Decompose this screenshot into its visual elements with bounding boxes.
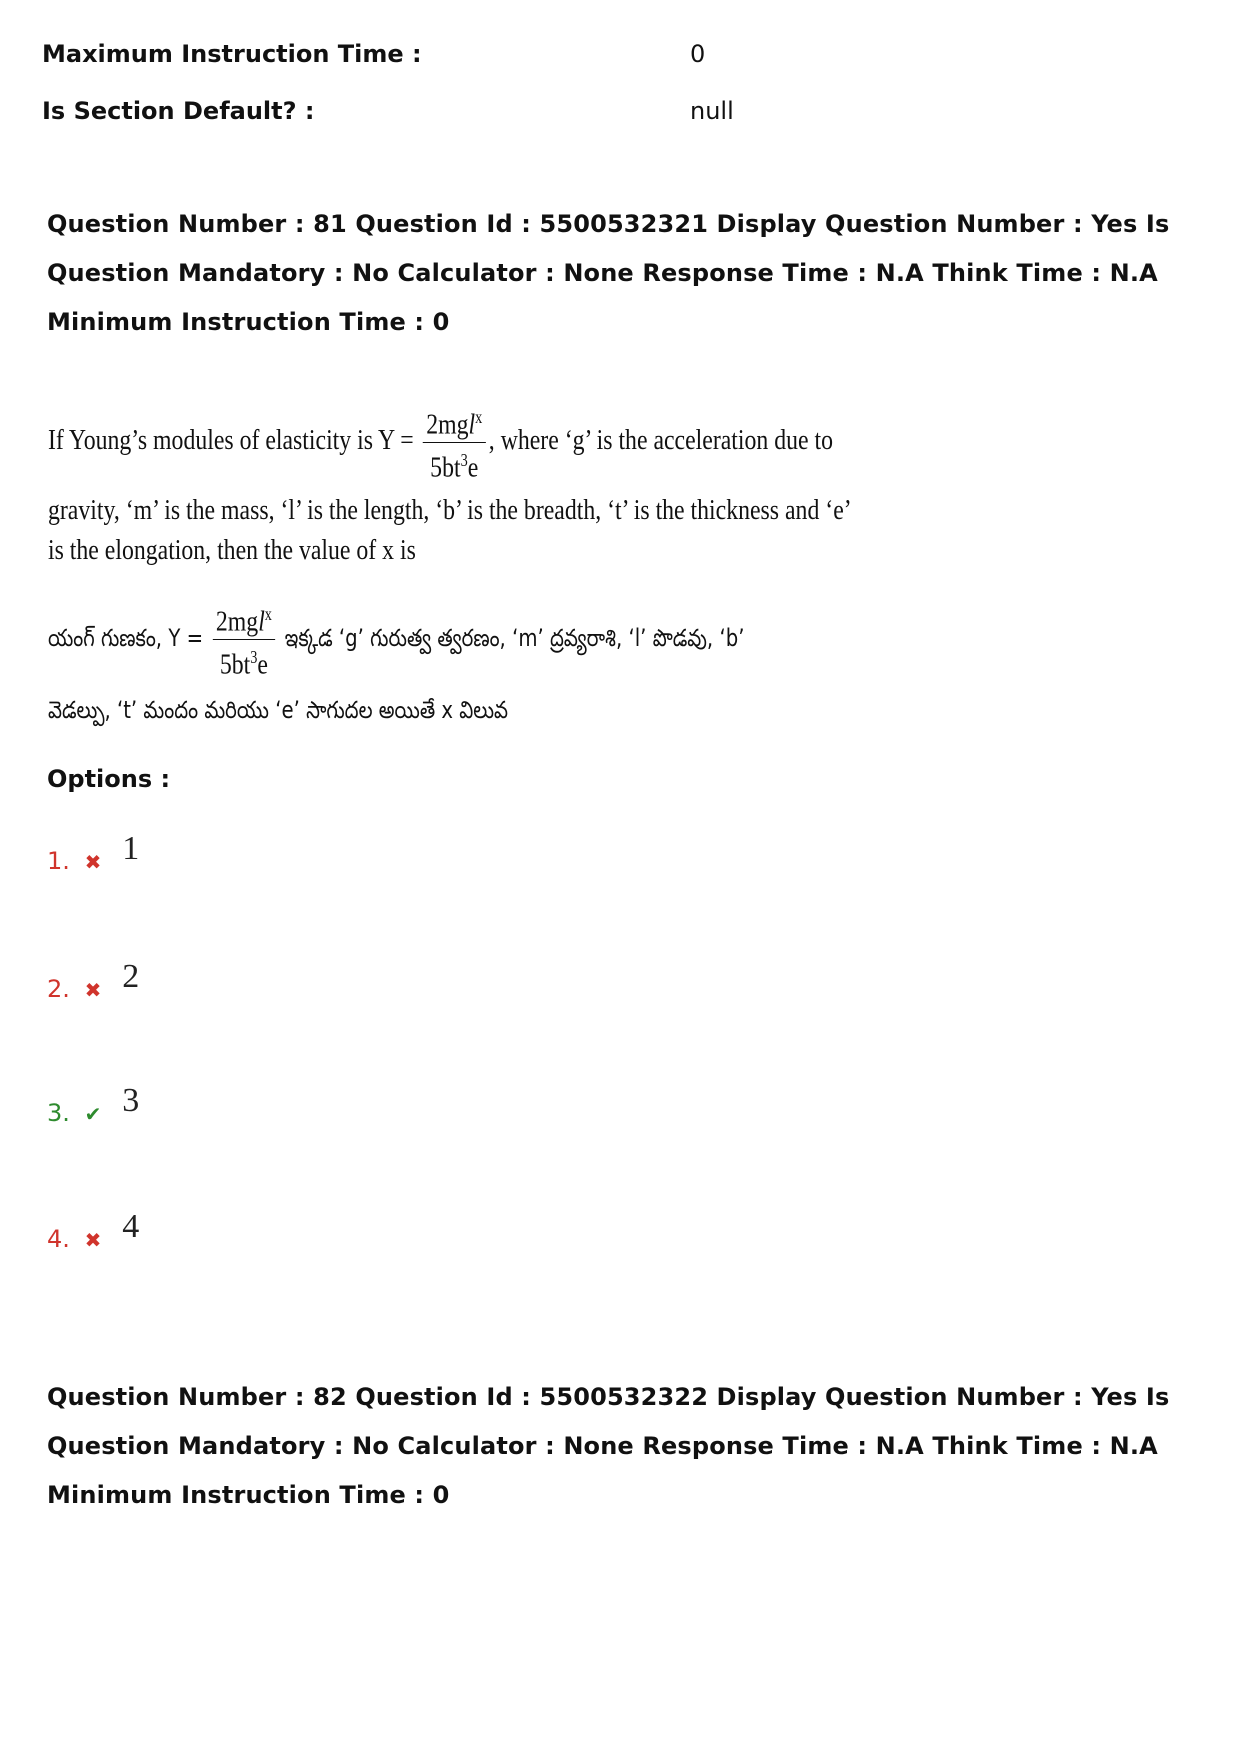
max-instruction-time-label: Maximum Instruction Time : — [42, 40, 422, 68]
formula-numerator: 2mgl$^x$ — [423, 400, 486, 443]
question-81-english-line2: gravity, ‘m’ is the mass, ‘l’ is the length, ‘b’ is the breadth, ‘t’ is the thickness and ‘e’ — [48, 494, 852, 526]
question-81-english-line3: is the elongation, then the value of x is — [48, 534, 416, 566]
question-81-header: Question Number : 81 Question Id : 5500532321 Display Question Number : Yes Is Question Mandatory : No Calculator : None Response Time : N.A Think Time : N.A Minimum Instruction Time : 0 — [47, 210, 1170, 336]
option-value: 4 — [122, 1208, 140, 1245]
cross-icon: ✖ — [84, 978, 102, 1002]
option-number: 4. — [47, 1225, 70, 1253]
telugu-text-suffix: ఇక్కడ ‘g’ గురుత్వ త్వరణం, ‘m’ ద్రవ్యరాశి, ‘l’ పొడవు, ‘b’ — [284, 624, 745, 653]
option-value: 1 — [122, 830, 140, 867]
section-default-value: null — [690, 97, 734, 125]
cross-icon: ✖ — [84, 1228, 102, 1252]
option-number: 3. — [47, 1099, 70, 1127]
question-81-english — [48, 400, 834, 484]
formula-denominator: $5bt^3e$ — [430, 449, 479, 484]
question-text-prefix: If Young’s modules of elasticity is Y = — [48, 423, 414, 456]
telugu-text-prefix: యంగ్ గుణకం, Y = — [48, 624, 204, 653]
option-3 — [47, 1082, 140, 1142]
options-label: Options : — [47, 765, 171, 793]
check-icon: ✔ — [84, 1102, 102, 1126]
question-81-telugu-line2: వెడల్పు, ‘t’ మందం మరియు ‘e’ సాగుదల అయితే x విలువ — [48, 696, 509, 724]
option-2 — [47, 958, 140, 1018]
max-instruction-time-value: 0 — [690, 40, 706, 68]
question-82-header: Question Number : 82 Question Id : 5500532322 Display Question Number : Yes Is Question Mandatory : No Calculator : None Response Time : N.A Think Time : N.A Minimum Instruction Time : 0 — [47, 1383, 1170, 1509]
option-number: 2. — [47, 975, 70, 1003]
option-4 — [47, 1208, 140, 1268]
option-1 — [47, 830, 140, 890]
formula-fraction-telugu: $\frac{2mgl^x}{5bt^3e}$ — [213, 597, 276, 681]
option-value: 3 — [122, 1082, 140, 1119]
cross-icon: ✖ — [84, 850, 102, 874]
question-81-telugu — [48, 597, 786, 681]
section-default-label: Is Section Default? : — [42, 97, 315, 125]
option-number: 1. — [47, 847, 70, 875]
question-text-suffix: , where ‘g’ is the acceleration due to — [488, 423, 834, 456]
option-value: 2 — [122, 958, 140, 995]
formula-fraction — [423, 400, 486, 484]
